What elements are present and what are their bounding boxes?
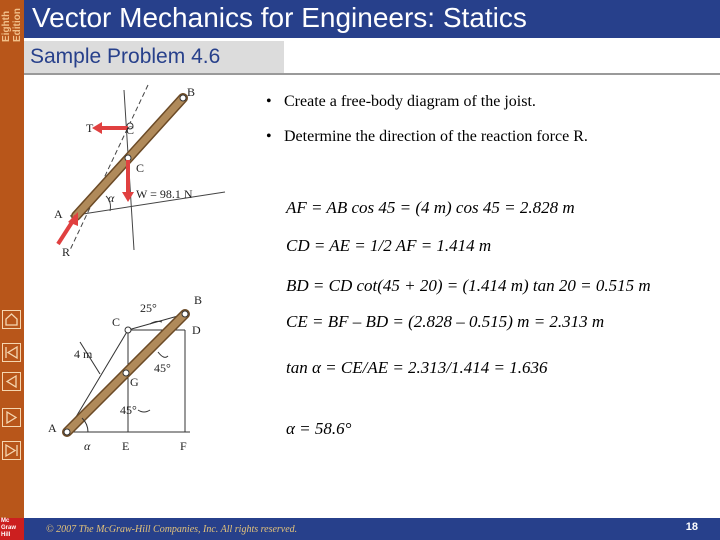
point-b-marker [182,311,188,317]
equation-alpha: α = 58.6° [286,419,352,438]
label-g: G [130,375,139,389]
label-c-upper: C [126,123,135,137]
footer-bar [24,518,720,540]
label-r: R [62,245,71,259]
previous-slide-button[interactable] [2,372,21,391]
label-e: E [122,439,130,453]
copyright-notice: © 2007 The McGraw-Hill Companies, Inc. All rights reserved. [46,524,298,535]
equation-ce: CE = BF – BD = (2.828 – 0.515) m = 2.313 m [286,312,605,331]
subtitle-bar [24,38,720,74]
label-b: B [194,293,203,307]
label-alpha: α [84,439,91,453]
equation-af: AF = AB cos 45 = (4 m) cos 45 = 2.828 m [286,198,575,217]
label-d: D [192,323,201,337]
page-number: 18 [685,521,698,533]
home-button[interactable] [2,310,21,329]
point-a-marker [64,429,70,435]
home-icon [3,311,20,328]
header-rule [24,73,720,75]
last-slide-button[interactable] [2,441,21,460]
previous-icon [3,373,20,390]
angle-45-arc-lower [138,410,150,412]
label-angle-45-lower: 45° [120,403,137,417]
next-icon [3,409,20,426]
slide-title: Vector Mechanics for Engineers: Statics [32,2,527,33]
bullet-item: • Create a free-body diagram of the joist. [266,93,536,110]
free-body-diagram [40,80,240,260]
label-f: F [180,439,187,453]
label-alpha: α [108,191,115,205]
label-length-4m: 4 m [74,347,93,361]
point-c-marker [125,327,131,333]
header-bar [24,0,720,38]
bullet-text: Create a free-body diagram of the joist. [284,93,536,110]
label-b: B [187,85,196,99]
label-t: T [86,121,94,135]
publisher-logo [0,518,24,540]
first-slide-button[interactable] [2,343,21,362]
tension-t-arrowhead [92,122,102,134]
label-a: A [48,421,57,435]
angle-45-arc-upper [158,352,168,357]
edition-line1: Eighth [1,10,12,42]
weight-w-arrowhead [122,192,134,202]
first-icon [3,344,20,361]
bullet-item: • Determine the direction of the reaction force R. [266,128,588,145]
edition-line2: Edition [12,8,23,42]
next-slide-button[interactable] [2,408,21,427]
bullet-text: Determine the direction of the reaction force R. [284,128,588,145]
label-a: A [54,207,63,221]
logo-text: Mc Graw Hill [1,518,17,538]
label-c-lower: C [136,161,145,175]
label-angle-45-upper: 45° [154,361,171,375]
label-c: C [112,315,121,329]
equation-bd: BD = CD cot(45 + 20) = (1.414 m) tan 20 = 0.515 m [286,276,651,295]
bullet-list [264,90,694,160]
geometry-diagram [40,290,240,460]
point-b-marker [180,95,186,101]
equation-tan-alpha: tan α = CE/AE = 2.313/1.414 = 1.636 [286,358,548,377]
center-g-marker [123,370,129,376]
slide-subtitle: Sample Problem 4.6 [30,45,221,68]
equation-cd: CD = AE = 1/2 AF = 1.414 m [286,236,492,255]
label-angle-25: 25° [140,301,157,315]
label-weight: W = 98.1 N [136,187,193,201]
last-icon [3,442,20,459]
edition-label [0,0,24,44]
